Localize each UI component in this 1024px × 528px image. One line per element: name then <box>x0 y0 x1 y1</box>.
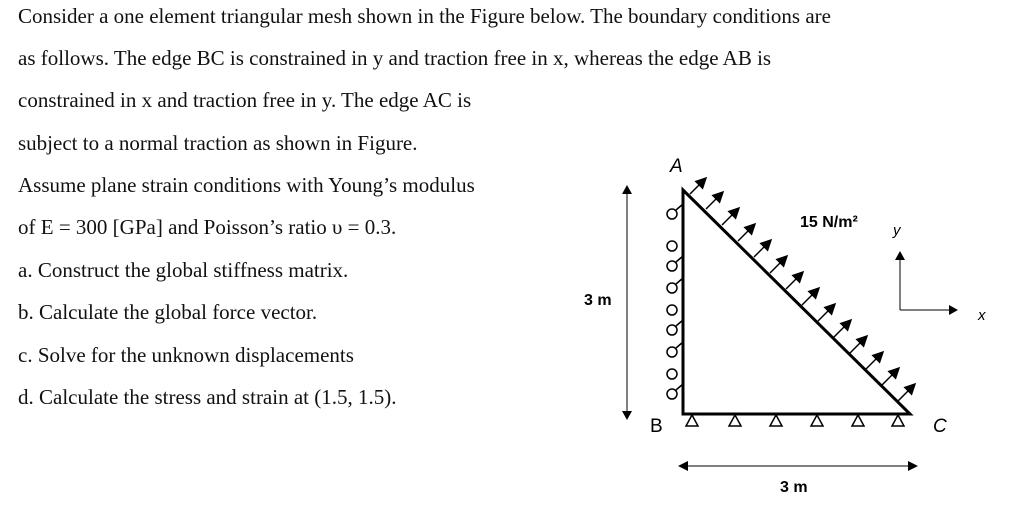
traction-label: 15 N/m² <box>800 214 858 231</box>
task-d: d. Calculate the stress and strain at (1.5, 1.5). <box>18 385 397 409</box>
material-line: of E = 300 [GPa] and Poisson’s ratio υ = 0.3. <box>18 215 397 239</box>
roller-supports-bc <box>686 415 904 426</box>
node-c-label: C <box>933 416 947 437</box>
node-b-label: B <box>650 416 663 437</box>
coordinate-axes <box>895 251 958 315</box>
task-a: a. Construct the global stiffness matrix. <box>18 258 349 282</box>
roller-supports-ab <box>667 204 683 399</box>
triangle-element <box>683 190 910 414</box>
x-axis-label: x <box>978 307 986 324</box>
width-label: 3 m <box>780 479 808 496</box>
height-dimension <box>622 185 632 420</box>
problem-line: Consider a one element triangular mesh shown in the Figure below. The boundary conditions are <box>18 4 831 28</box>
problem-line: subject to a normal traction as shown in Figure. <box>18 131 418 155</box>
task-c: c. Solve for the unknown displacements <box>18 343 354 367</box>
problem-line: constrained in x and traction free in y. The edge AC is <box>18 88 472 112</box>
task-b: b. Calculate the global force vector. <box>18 300 318 324</box>
height-label: 3 m <box>584 292 612 309</box>
triangle-mesh-figure <box>560 150 1020 520</box>
width-dimension <box>678 461 918 471</box>
problem-line: as follows. The edge BC is constrained in y and traction free in x, whereas the edge AB is <box>18 46 772 70</box>
normal-traction-arrows <box>690 179 914 401</box>
y-axis-label: y <box>893 222 901 239</box>
node-a-label: A <box>670 156 683 177</box>
problem-line: Assume plane strain conditions with Young’s modulus <box>18 173 475 197</box>
